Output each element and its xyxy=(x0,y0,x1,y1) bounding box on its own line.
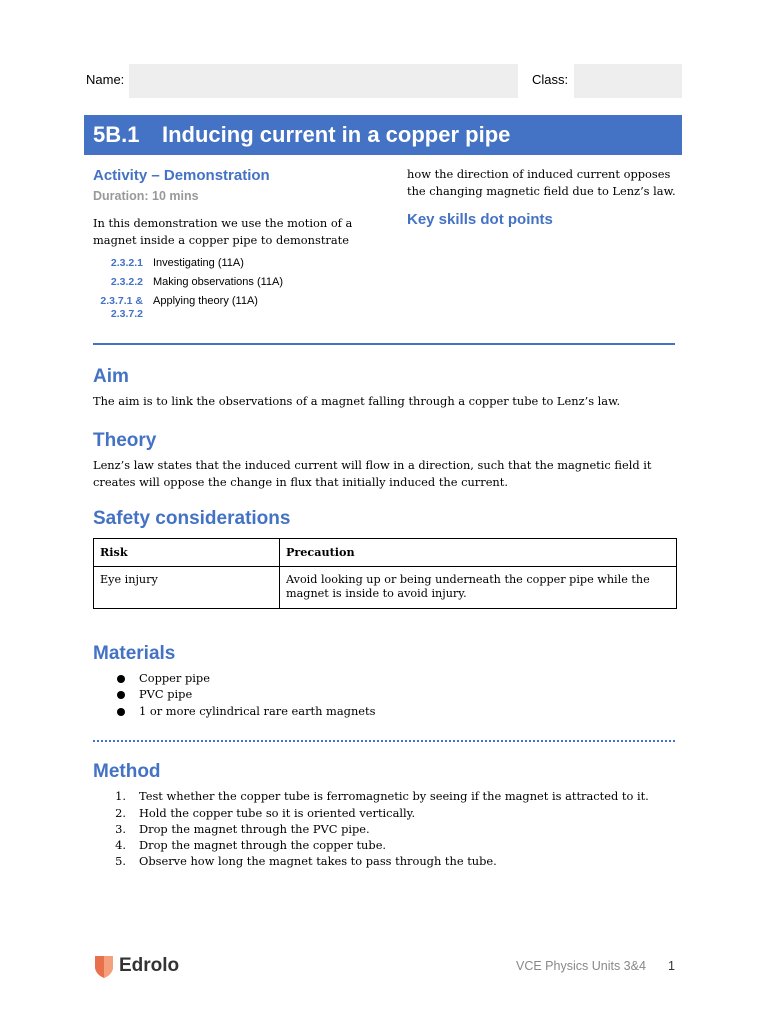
section-divider xyxy=(93,343,675,345)
step-number: 4. xyxy=(115,838,126,852)
skill-label: Applying theory (11A) xyxy=(153,295,258,307)
step-text: Test whether the copper tube is ferromagnetic by seeing if the magnet is attracted to it. xyxy=(139,789,649,803)
step-number: 5. xyxy=(115,854,126,868)
key-skills-heading: Key skills dot points xyxy=(407,211,553,228)
bullet-icon xyxy=(117,708,125,716)
safety-table xyxy=(93,538,677,609)
bullet-icon xyxy=(117,691,125,699)
name-label: Name: xyxy=(86,72,125,87)
aim-heading: Aim xyxy=(93,366,129,387)
list-item: 1 or more cylindrical rare earth magnets xyxy=(139,704,376,718)
footer-course: VCE Physics Units 3&4 xyxy=(516,959,646,973)
table-row xyxy=(94,566,677,608)
step-number: 1. xyxy=(115,789,126,803)
list-item: Copper pipe xyxy=(139,671,210,685)
name-field[interactable] xyxy=(129,64,518,98)
skill-label: Investigating (11A) xyxy=(153,257,244,269)
risk-cell: Eye injury xyxy=(94,566,280,608)
duration-label: Duration: 10 mins xyxy=(93,189,199,203)
theory-heading: Theory xyxy=(93,430,157,451)
method-heading: Method xyxy=(93,761,161,782)
logo-text: Edrolo xyxy=(119,955,180,976)
page-title: Inducing current in a copper pipe xyxy=(162,122,511,147)
theory-text: Lenz’s law states that the induced current will flow in a direction, such that the magnetic field it creates will oppose the change in flux that initially induced the current. xyxy=(93,458,652,489)
bullet-icon xyxy=(117,675,125,683)
edrolo-shield-icon xyxy=(94,955,114,979)
safety-heading: Safety considerations xyxy=(93,508,291,529)
list-item: PVC pipe xyxy=(139,687,193,701)
column-header: Precaution xyxy=(280,539,677,567)
page-number: 1 xyxy=(668,959,675,973)
class-label: Class: xyxy=(532,72,569,87)
step-text: Hold the copper tube so it is oriented vertically. xyxy=(139,806,416,820)
intro-text-continued: how the direction of induced current opposes the changing magnetic field due to Lenz’s law. xyxy=(407,167,676,198)
skill-code: 2.3.2.1 xyxy=(110,257,143,269)
precaution-cell: Avoid looking up or being underneath the copper pipe while the magnet is inside to avoid injury. xyxy=(280,566,677,608)
step-number: 3. xyxy=(115,822,126,836)
skill-label: Making observations (11A) xyxy=(153,276,284,288)
step-text: Drop the magnet through the copper tube. xyxy=(139,838,387,852)
skill-code: 2.3.7.2 xyxy=(110,308,143,320)
aim-text: The aim is to link the observations of a magnet falling through a copper tube to Lenz’s law. xyxy=(93,394,621,408)
class-field[interactable] xyxy=(574,64,682,98)
step-text: Observe how long the magnet takes to pass through the tube. xyxy=(139,854,497,868)
table-header-row xyxy=(94,539,677,567)
lesson-code: 5B.1 xyxy=(93,122,140,147)
dotted-divider xyxy=(93,740,675,742)
activity-heading: Activity – Demonstration xyxy=(93,167,270,184)
materials-heading: Materials xyxy=(93,643,176,664)
title-banner xyxy=(84,115,682,155)
column-header: Risk xyxy=(94,539,280,567)
step-text: Drop the magnet through the PVC pipe. xyxy=(139,822,370,836)
step-number: 2. xyxy=(115,806,126,820)
skill-code: 2.3.2.2 xyxy=(110,276,143,288)
intro-text: In this demonstration we use the motion of a magnet inside a copper pipe to demonstrate xyxy=(93,216,353,247)
skill-code: 2.3.7.1 & xyxy=(100,295,143,307)
